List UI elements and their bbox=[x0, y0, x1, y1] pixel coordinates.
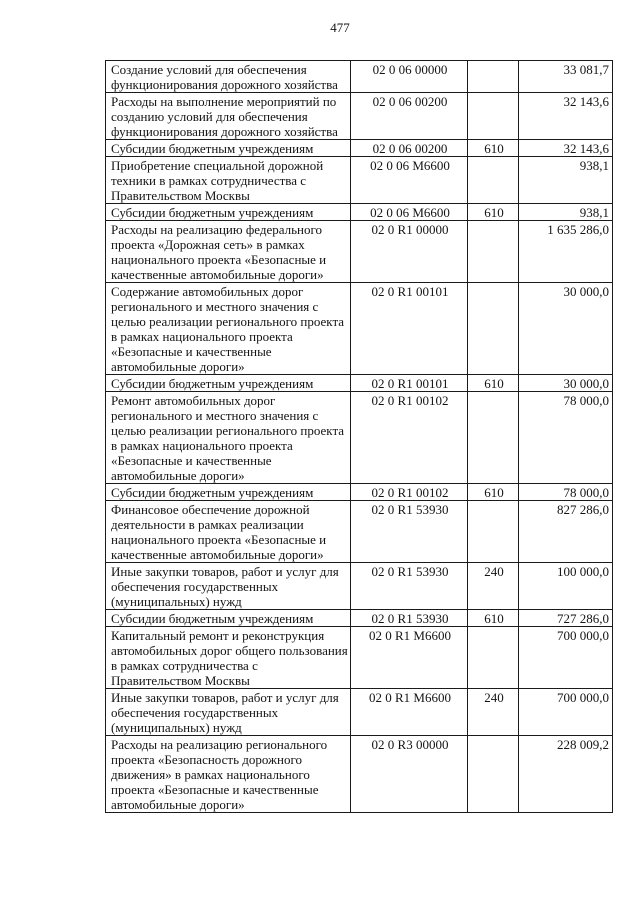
row-expense-type bbox=[468, 392, 519, 484]
row-description: Расходы на реализацию федерального проекта «Дорожная сеть» в рамках национального проекта «Безопасные и качественные автомобильные дороги» bbox=[106, 221, 351, 283]
row-amount: 32 143,6 bbox=[519, 140, 613, 157]
row-description: Иные закупки товаров, работ и услуг для обеспечения государственных (муниципальных) нужд bbox=[106, 563, 351, 610]
row-description: Субсидии бюджетным учреждениям bbox=[106, 140, 351, 157]
row-amount: 30 000,0 bbox=[519, 375, 613, 392]
table-row bbox=[106, 501, 613, 563]
table-row bbox=[106, 140, 613, 157]
row-expense-type: 240 bbox=[468, 689, 519, 736]
row-budget-code: 02 0 06 00000 bbox=[351, 61, 468, 93]
table-row bbox=[106, 157, 613, 204]
row-budget-code: 02 0 R1 53930 bbox=[351, 501, 468, 563]
table-row bbox=[106, 484, 613, 501]
row-amount: 228 009,2 bbox=[519, 736, 613, 813]
row-amount: 700 000,0 bbox=[519, 627, 613, 689]
row-amount: 33 081,7 bbox=[519, 61, 613, 93]
row-amount: 727 286,0 bbox=[519, 610, 613, 627]
row-description: Субсидии бюджетным учреждениям bbox=[106, 610, 351, 627]
row-description: Субсидии бюджетным учреждениям bbox=[106, 204, 351, 221]
table-row bbox=[106, 61, 613, 93]
row-budget-code: 02 0 R1 00000 bbox=[351, 221, 468, 283]
row-budget-code: 02 0 R1 00102 bbox=[351, 484, 468, 501]
row-amount: 32 143,6 bbox=[519, 93, 613, 140]
budget-table bbox=[105, 60, 613, 813]
row-expense-type bbox=[468, 157, 519, 204]
row-description: Содержание автомобильных дорог регионального и местного значения с целью реализации регионального проекта в рамках национального проекта «Безопасные и качественные автомобильные дороги» bbox=[106, 283, 351, 375]
row-description: Создание условий для обеспечения функционирования дорожного хозяйства bbox=[106, 61, 351, 93]
row-budget-code: 02 0 R1 M6600 bbox=[351, 689, 468, 736]
row-budget-code: 02 0 06 M6600 bbox=[351, 157, 468, 204]
row-expense-type: 610 bbox=[468, 375, 519, 392]
page-number: 477 bbox=[330, 20, 350, 35]
budget-table-body bbox=[106, 61, 613, 813]
table-row bbox=[106, 689, 613, 736]
row-expense-type bbox=[468, 736, 519, 813]
row-amount: 30 000,0 bbox=[519, 283, 613, 375]
row-expense-type bbox=[468, 627, 519, 689]
row-description: Финансовое обеспечение дорожной деятельности в рамках реализации национального проекта «Безопасные и качественные автомобильные дороги» bbox=[106, 501, 351, 563]
row-budget-code: 02 0 R1 00101 bbox=[351, 283, 468, 375]
table-row bbox=[106, 375, 613, 392]
table-row bbox=[106, 627, 613, 689]
row-expense-type bbox=[468, 501, 519, 563]
row-expense-type: 240 bbox=[468, 563, 519, 610]
row-budget-code: 02 0 R1 53930 bbox=[351, 563, 468, 610]
table-row bbox=[106, 610, 613, 627]
row-description: Субсидии бюджетным учреждениям bbox=[106, 484, 351, 501]
row-budget-code: 02 0 06 M6600 bbox=[351, 204, 468, 221]
row-expense-type: 610 bbox=[468, 204, 519, 221]
row-amount: 100 000,0 bbox=[519, 563, 613, 610]
row-description: Капитальный ремонт и реконструкция автомобильных дорог общего пользования в рамках сотрудничества с Правительством Москвы bbox=[106, 627, 351, 689]
row-budget-code: 02 0 R1 M6600 bbox=[351, 627, 468, 689]
row-amount: 1 635 286,0 bbox=[519, 221, 613, 283]
row-budget-code: 02 0 R1 00102 bbox=[351, 392, 468, 484]
table-row bbox=[106, 221, 613, 283]
row-description: Ремонт автомобильных дорог регионального и местного значения с целью реализации регионального проекта в рамках национального проекта «Безопасные и качественные автомобильные дороги» bbox=[106, 392, 351, 484]
row-description: Иные закупки товаров, работ и услуг для обеспечения государственных (муниципальных) нужд bbox=[106, 689, 351, 736]
row-budget-code: 02 0 R3 00000 bbox=[351, 736, 468, 813]
table-row bbox=[106, 283, 613, 375]
row-description: Расходы на выполнение мероприятий по созданию условий для обеспечения функционирования дорожного хозяйства bbox=[106, 93, 351, 140]
row-budget-code: 02 0 R1 53930 bbox=[351, 610, 468, 627]
row-amount: 938,1 bbox=[519, 157, 613, 204]
row-budget-code: 02 0 R1 00101 bbox=[351, 375, 468, 392]
row-expense-type bbox=[468, 283, 519, 375]
row-expense-type: 610 bbox=[468, 140, 519, 157]
row-expense-type bbox=[468, 221, 519, 283]
row-budget-code: 02 0 06 00200 bbox=[351, 93, 468, 140]
row-amount: 827 286,0 bbox=[519, 501, 613, 563]
row-description: Приобретение специальной дорожной техники в рамках сотрудничества с Правительством Москвы bbox=[106, 157, 351, 204]
table-row bbox=[106, 392, 613, 484]
row-amount: 78 000,0 bbox=[519, 484, 613, 501]
row-expense-type: 610 bbox=[468, 484, 519, 501]
table-row bbox=[106, 93, 613, 140]
row-amount: 938,1 bbox=[519, 204, 613, 221]
table-row bbox=[106, 204, 613, 221]
row-amount: 700 000,0 bbox=[519, 689, 613, 736]
row-description: Субсидии бюджетным учреждениям bbox=[106, 375, 351, 392]
table-row bbox=[106, 736, 613, 813]
row-expense-type bbox=[468, 61, 519, 93]
row-description: Расходы на реализацию регионального проекта «Безопасность дорожного движения» в рамках национального проекта «Безопасные и качественные автомобильные дороги» bbox=[106, 736, 351, 813]
table-row bbox=[106, 563, 613, 610]
row-budget-code: 02 0 06 00200 bbox=[351, 140, 468, 157]
row-expense-type: 610 bbox=[468, 610, 519, 627]
row-amount: 78 000,0 bbox=[519, 392, 613, 484]
row-expense-type bbox=[468, 93, 519, 140]
